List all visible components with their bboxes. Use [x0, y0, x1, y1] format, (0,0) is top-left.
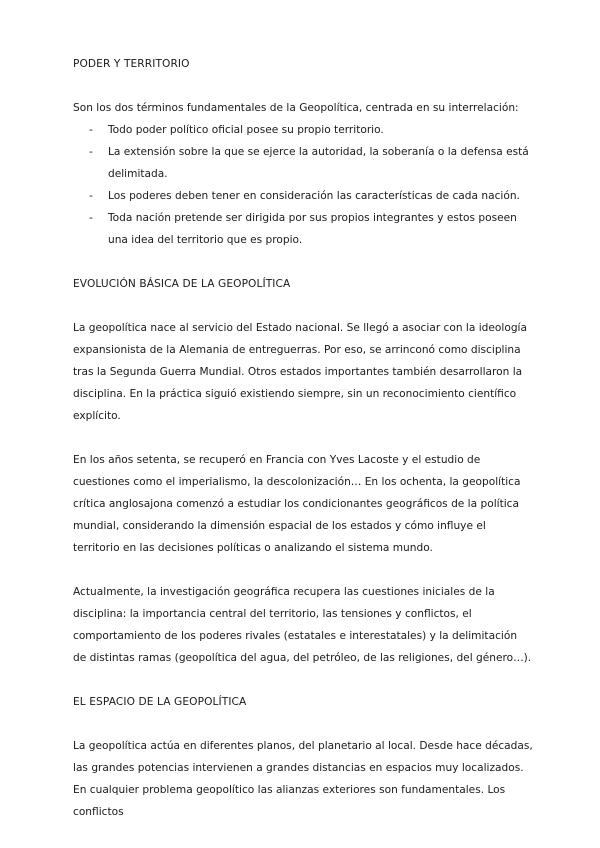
bullet-list [73, 119, 533, 251]
list-item: - Todo poder político oficial posee su propio territorio. [73, 119, 533, 141]
spacer [73, 713, 533, 735]
spacer [73, 251, 533, 273]
intro-paragraph: Son los dos términos fundamentales de la Geopolítica, centrada en su interrelación: [73, 102, 519, 114]
body-paragraph: En los años setenta, se recuperó en Francia con Yves Lacoste y el estudio de cuestiones como el imperialismo, la descolonización… En los ochenta, la geopolítica crítica anglosajona comenzó a estudiar los condicionantes geográficos de la política mundial, considerando la dimensión espacial de los estados y cómo influye el territorio en las decisiones políticas o analizando el sistema mundo. [73, 454, 521, 554]
body-paragraph: La geopolítica nace al servicio del Estado nacional. Se llegó a asociar con la ideología expansionista de la Alemania de entreguerras. Por eso, se arrinconó como disciplina tras la Segunda Guerra Mundial. Otros estados importantes también desarrollaron la disciplina. En la práctica siguió existiendo siempre, sin un reconocimiento científico explícito. [73, 322, 527, 422]
document-page [73, 53, 533, 823]
body-paragraph: Actualmente, la investigación geográfica recupera las cuestiones iniciales de la disciplina: la importancia central del territorio, las tensiones y conflictos, el comportamiento de los poderes rivales (estatales e interestatales) y la delimitación de distintas ramas (geopolítica del agua, del petróleo, de las religiones, del género…). [73, 586, 532, 664]
list-item: - Los poderes deben tener en consideración las características de cada nación. [73, 185, 533, 207]
spacer [73, 427, 533, 449]
section-heading-poder-territorio: PODER Y TERRITORIO [73, 58, 190, 70]
list-item: - La extensión sobre la que se ejerce la autoridad, la soberanía o la defensa está delimitada. [73, 141, 533, 185]
spacer [73, 669, 533, 691]
spacer [73, 295, 533, 317]
list-item: - Toda nación pretende ser dirigida por sus propios integrantes y estos poseen una idea del territorio que es propio. [73, 207, 533, 251]
spacer [73, 559, 533, 581]
body-paragraph: La geopolítica actúa en diferentes planos, del planetario al local. Desde hace décadas, las grandes potencias intervienen a grandes distancias en espacios muy localizados. En cualquier problema geopolítico las alianzas exteriores son fundamentales. Los conflictos [73, 740, 533, 818]
section-heading-espacio: EL ESPACIO DE LA GEOPOLÍTICA [73, 696, 247, 708]
section-heading-evolucion: EVOLUCIÓN BÁSICA DE LA GEOPOLÍTICA [73, 278, 291, 290]
spacer [73, 75, 533, 97]
